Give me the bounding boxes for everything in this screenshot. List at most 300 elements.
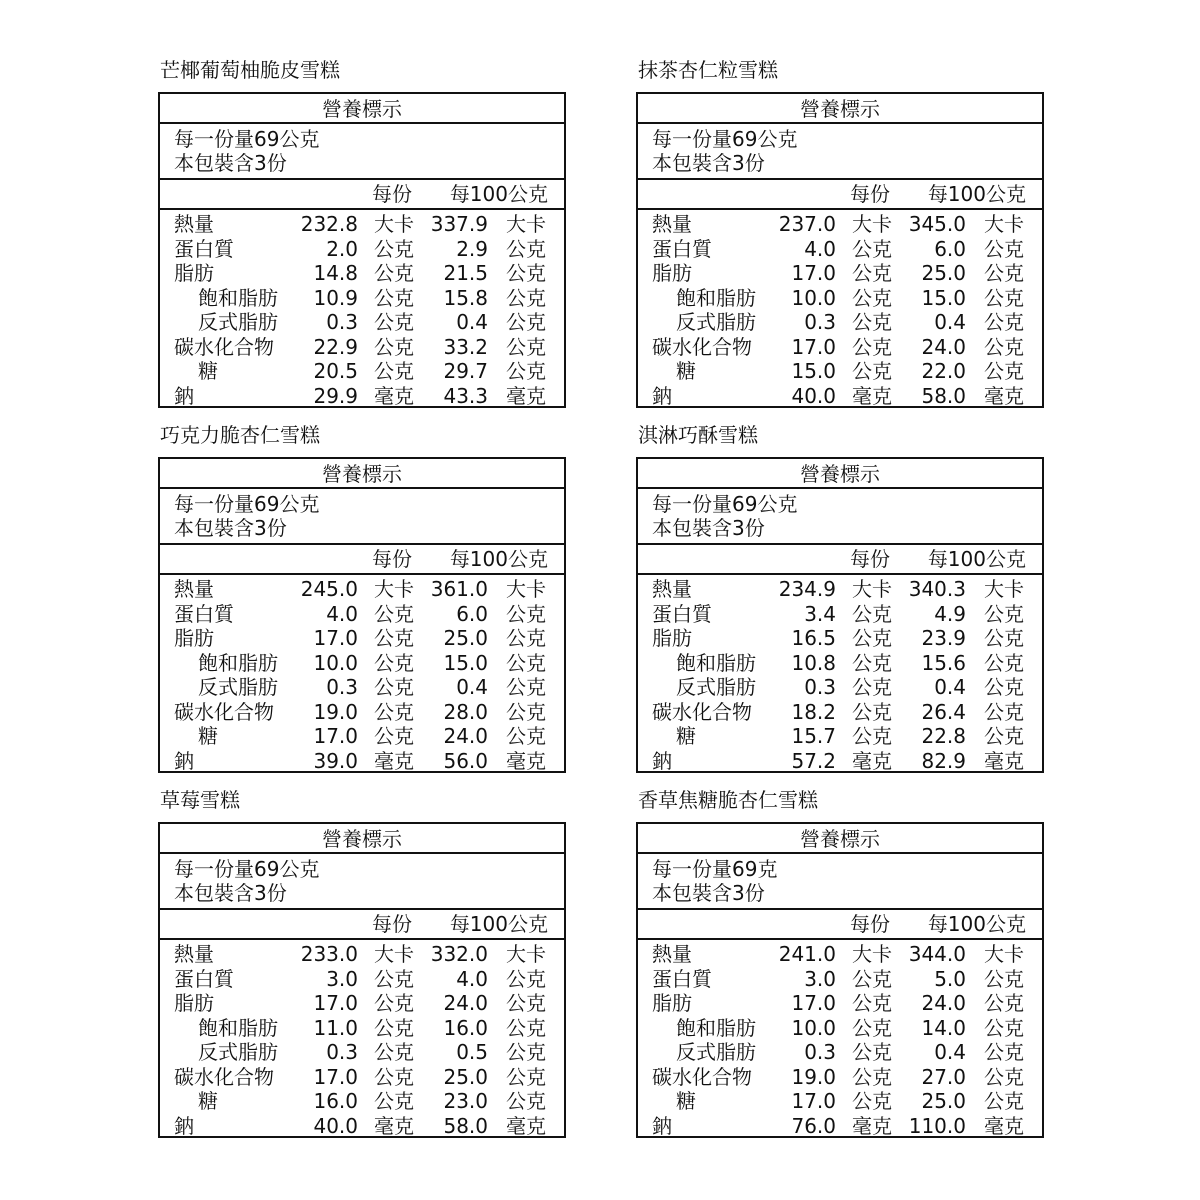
- column-headers: [160, 545, 564, 575]
- nutrient-name: 碳水化合物: [652, 1064, 752, 1089]
- nutrient-name: 脂肪: [174, 626, 214, 650]
- per-100g-unit: 公克: [506, 1040, 546, 1064]
- nutrient-name: 糖: [676, 724, 696, 748]
- nutrient-name: 反式脂肪: [198, 675, 278, 699]
- nutrition-label: [636, 92, 1044, 408]
- per-100g-value: 16.0: [443, 1015, 488, 1040]
- nutrient-row: [638, 700, 1042, 725]
- per-serving-unit: 公克: [852, 1040, 892, 1064]
- nutrient-name: 脂肪: [174, 261, 214, 285]
- per-100g-unit: 公克: [984, 1089, 1024, 1113]
- nutrient-row: [160, 700, 564, 725]
- nutrient-rows: [638, 940, 1042, 1138]
- per-serving-value: 19.0: [791, 1064, 836, 1089]
- per-serving-unit: 公克: [852, 310, 892, 334]
- per-serving-value: 39.0: [313, 748, 358, 773]
- per-100g-unit: 公克: [984, 626, 1024, 650]
- per-100g-unit: 公克: [984, 601, 1024, 626]
- label-header: 營養標示: [638, 94, 1042, 124]
- column-per-100g: 每100公克: [449, 182, 548, 206]
- per-serving-unit: 公克: [374, 359, 414, 383]
- per-100g-value: 24.0: [921, 991, 966, 1015]
- nutrient-name: 糖: [676, 359, 696, 383]
- nutrient-row: [160, 1016, 564, 1041]
- nutrient-row: [160, 1114, 564, 1139]
- per-serving-unit: 公克: [374, 626, 414, 650]
- per-serving-value: 10.8: [791, 650, 836, 675]
- per-serving-unit: 公克: [852, 724, 892, 748]
- nutrient-row: [638, 1040, 1042, 1065]
- nutrient-rows: [160, 940, 564, 1138]
- per-100g-value: 24.0: [443, 991, 488, 1015]
- nutrition-label: [636, 457, 1044, 773]
- per-100g-value: 82.9: [921, 748, 966, 773]
- per-100g-unit: 公克: [506, 359, 546, 383]
- label-header: 營養標示: [160, 459, 564, 489]
- per-serving-unit: 公克: [852, 966, 892, 991]
- per-100g-value: 15.8: [443, 285, 488, 310]
- per-serving-unit: 公克: [852, 1015, 892, 1040]
- per-serving-unit: 公克: [374, 310, 414, 334]
- per-100g-unit: 公克: [506, 724, 546, 748]
- per-100g-value: 6.0: [456, 601, 488, 626]
- nutrient-row: [160, 991, 564, 1016]
- product-title: 抹茶杏仁粒雪糕: [638, 58, 778, 82]
- per-100g-value: 0.4: [934, 1040, 966, 1064]
- per-serving-value: 14.8: [313, 261, 358, 285]
- per-serving-unit: 毫克: [374, 383, 414, 408]
- product-title: 香草焦糖脆杏仁雪糕: [638, 788, 818, 812]
- per-100g-unit: 公克: [506, 310, 546, 334]
- per-100g-unit: 公克: [506, 601, 546, 626]
- nutrient-name: 飽和脂肪: [198, 285, 278, 310]
- per-100g-value: 14.0: [921, 1015, 966, 1040]
- per-serving-unit: 公克: [852, 650, 892, 675]
- nutrient-row: [160, 626, 564, 651]
- per-100g-unit: 公克: [506, 285, 546, 310]
- nutrient-name: 反式脂肪: [676, 675, 756, 699]
- nutrient-row: [638, 359, 1042, 384]
- per-serving-unit: 公克: [852, 991, 892, 1015]
- nutrient-row: [160, 675, 564, 700]
- column-per-100g: 每100公克: [927, 182, 1026, 206]
- nutrient-row: [160, 967, 564, 992]
- per-serving-value: 10.0: [791, 1015, 836, 1040]
- per-serving-unit: 毫克: [852, 748, 892, 773]
- nutrient-row: [638, 967, 1042, 992]
- per-100g-unit: 公克: [506, 991, 546, 1015]
- nutrient-name: 鈉: [174, 748, 194, 773]
- nutrition-label: [636, 822, 1044, 1138]
- nutrient-row: [160, 212, 564, 237]
- per-100g-unit: 公克: [984, 261, 1024, 285]
- per-serving-unit: 公克: [374, 724, 414, 748]
- nutrient-row: [638, 237, 1042, 262]
- nutrient-name: 飽和脂肪: [676, 1015, 756, 1040]
- nutrient-row: [160, 310, 564, 335]
- per-100g-value: 58.0: [921, 383, 966, 408]
- per-100g-unit: 公克: [984, 650, 1024, 675]
- nutrient-row: [638, 991, 1042, 1016]
- per-serving-value: 20.5: [313, 359, 358, 383]
- per-serving-value: 11.0: [313, 1015, 358, 1040]
- per-100g-unit: 大卡: [984, 942, 1024, 966]
- per-serving-unit: 大卡: [374, 942, 414, 966]
- per-serving-unit: 公克: [374, 601, 414, 626]
- per-100g-unit: 大卡: [984, 212, 1024, 236]
- nutrient-name: 反式脂肪: [198, 310, 278, 334]
- per-100g-unit: 公克: [506, 675, 546, 699]
- serving-size: 每一份量69公克: [652, 127, 798, 151]
- per-serving-value: 0.3: [326, 675, 358, 699]
- per-100g-value: 28.0: [443, 699, 488, 724]
- nutrient-row: [638, 310, 1042, 335]
- nutrient-name: 熱量: [174, 942, 214, 966]
- per-serving-unit: 公克: [374, 1064, 414, 1089]
- product-title: 芒椰葡萄柚脆皮雪糕: [160, 58, 340, 82]
- per-100g-value: 15.0: [443, 650, 488, 675]
- per-100g-unit: 公克: [984, 285, 1024, 310]
- nutrient-name: 反式脂肪: [676, 310, 756, 334]
- column-headers: [638, 545, 1042, 575]
- per-100g-value: 4.0: [456, 966, 488, 991]
- per-serving-unit: 公克: [374, 675, 414, 699]
- per-100g-value: 56.0: [443, 748, 488, 773]
- per-serving-value: 237.0: [778, 212, 836, 236]
- per-100g-value: 24.0: [443, 724, 488, 748]
- nutrient-rows: [160, 575, 564, 773]
- per-100g-value: 25.0: [443, 626, 488, 650]
- per-100g-value: 0.4: [934, 310, 966, 334]
- per-100g-value: 23.0: [443, 1089, 488, 1113]
- per-serving-unit: 公克: [852, 1064, 892, 1089]
- per-100g-unit: 公克: [984, 1064, 1024, 1089]
- nutrient-row: [638, 577, 1042, 602]
- per-serving-value: 17.0: [313, 1064, 358, 1089]
- per-100g-value: 27.0: [921, 1064, 966, 1089]
- per-100g-unit: 公克: [506, 966, 546, 991]
- nutrient-row: [638, 384, 1042, 409]
- nutrient-row: [160, 1089, 564, 1114]
- per-serving-unit: 公克: [374, 236, 414, 261]
- label-header: 營養標示: [638, 824, 1042, 854]
- per-serving-unit: 公克: [374, 699, 414, 724]
- per-serving-value: 17.0: [791, 991, 836, 1015]
- per-serving-unit: 公克: [374, 1040, 414, 1064]
- nutrient-name: 蛋白質: [174, 966, 234, 991]
- per-serving-unit: 公克: [852, 261, 892, 285]
- per-100g-value: 26.4: [921, 699, 966, 724]
- per-serving-unit: 大卡: [852, 212, 892, 236]
- nutrient-row: [638, 212, 1042, 237]
- per-serving-value: 18.2: [791, 699, 836, 724]
- per-100g-value: 110.0: [908, 1113, 966, 1138]
- per-100g-value: 21.5: [443, 261, 488, 285]
- per-serving-value: 0.3: [804, 1040, 836, 1064]
- per-serving-unit: 公克: [852, 334, 892, 359]
- per-100g-unit: 公克: [984, 675, 1024, 699]
- per-serving-unit: 毫克: [852, 383, 892, 408]
- per-100g-unit: 公克: [506, 626, 546, 650]
- serving-size: 每一份量69公克: [174, 857, 320, 881]
- nutrient-row: [638, 942, 1042, 967]
- per-100g-value: 4.9: [934, 601, 966, 626]
- nutrient-name: 碳水化合物: [652, 699, 752, 724]
- nutrient-name: 脂肪: [652, 991, 692, 1015]
- per-serving-value: 0.3: [804, 675, 836, 699]
- nutrient-name: 糖: [676, 1089, 696, 1113]
- serving-info: [638, 854, 1042, 910]
- nutrient-name: 蛋白質: [174, 601, 234, 626]
- servings-per-package: 本包裝含3份: [174, 516, 287, 540]
- nutrient-name: 飽和脂肪: [198, 1015, 278, 1040]
- nutrient-rows: [160, 210, 564, 408]
- nutrient-row: [638, 335, 1042, 360]
- per-100g-value: 340.3: [908, 577, 966, 601]
- per-100g-unit: 大卡: [984, 577, 1024, 601]
- nutrient-rows: [638, 210, 1042, 408]
- column-per-100g: 每100公克: [449, 912, 548, 936]
- nutrient-row: [638, 602, 1042, 627]
- per-serving-unit: 公克: [852, 601, 892, 626]
- per-serving-value: 29.9: [313, 383, 358, 408]
- per-100g-unit: 公克: [984, 699, 1024, 724]
- nutrient-name: 熱量: [652, 577, 692, 601]
- per-100g-value: 344.0: [908, 942, 966, 966]
- per-serving-value: 76.0: [791, 1113, 836, 1138]
- per-100g-value: 0.5: [456, 1040, 488, 1064]
- nutrient-row: [160, 335, 564, 360]
- nutrient-row: [160, 942, 564, 967]
- nutrient-name: 鈉: [174, 383, 194, 408]
- per-100g-value: 25.0: [921, 261, 966, 285]
- column-headers: [638, 910, 1042, 940]
- per-serving-value: 3.0: [804, 966, 836, 991]
- nutrient-name: 脂肪: [652, 261, 692, 285]
- nutrient-name: 碳水化合物: [174, 699, 274, 724]
- per-serving-value: 15.0: [791, 359, 836, 383]
- per-100g-value: 22.8: [921, 724, 966, 748]
- per-100g-value: 24.0: [921, 334, 966, 359]
- nutrition-label: [158, 92, 566, 408]
- per-100g-value: 33.2: [443, 334, 488, 359]
- per-100g-unit: 公克: [506, 261, 546, 285]
- per-100g-unit: 公克: [506, 236, 546, 261]
- per-serving-value: 10.9: [313, 285, 358, 310]
- per-100g-value: 23.9: [921, 626, 966, 650]
- nutrient-row: [160, 286, 564, 311]
- column-per-100g: 每100公克: [927, 912, 1026, 936]
- nutrient-name: 糖: [198, 1089, 218, 1113]
- nutrient-row: [160, 1065, 564, 1090]
- per-serving-unit: 大卡: [374, 577, 414, 601]
- per-serving-value: 16.5: [791, 626, 836, 650]
- nutrient-row: [160, 261, 564, 286]
- per-serving-unit: 公克: [852, 285, 892, 310]
- per-serving-unit: 公克: [374, 1089, 414, 1113]
- nutrient-row: [160, 237, 564, 262]
- nutrient-row: [160, 1040, 564, 1065]
- nutrient-row: [638, 286, 1042, 311]
- nutrient-name: 碳水化合物: [174, 334, 274, 359]
- per-serving-value: 17.0: [791, 261, 836, 285]
- per-serving-unit: 公克: [852, 1089, 892, 1113]
- nutrient-row: [638, 651, 1042, 676]
- per-100g-value: 332.0: [430, 942, 488, 966]
- nutrient-row: [638, 675, 1042, 700]
- nutrient-name: 鈉: [652, 383, 672, 408]
- per-100g-unit: 公克: [984, 1015, 1024, 1040]
- nutrient-row: [638, 749, 1042, 774]
- nutrient-name: 熱量: [174, 577, 214, 601]
- nutrition-panel: [158, 423, 566, 773]
- nutrient-name: 糖: [198, 359, 218, 383]
- serving-info: [160, 124, 564, 180]
- nutrient-name: 反式脂肪: [198, 1040, 278, 1064]
- column-per-100g: 每100公克: [449, 547, 548, 571]
- per-100g-value: 43.3: [443, 383, 488, 408]
- per-serving-value: 17.0: [313, 626, 358, 650]
- per-serving-value: 15.7: [791, 724, 836, 748]
- nutrient-row: [160, 749, 564, 774]
- nutrient-row: [160, 384, 564, 409]
- serving-info: [160, 489, 564, 545]
- nutrient-row: [160, 359, 564, 384]
- nutrient-row: [160, 651, 564, 676]
- servings-per-package: 本包裝含3份: [652, 881, 765, 905]
- per-serving-value: 233.0: [300, 942, 358, 966]
- per-100g-unit: 公克: [506, 699, 546, 724]
- nutrient-name: 熱量: [174, 212, 214, 236]
- nutrient-row: [638, 1114, 1042, 1139]
- per-serving-unit: 公克: [852, 699, 892, 724]
- per-serving-value: 10.0: [313, 650, 358, 675]
- per-serving-unit: 公克: [852, 675, 892, 699]
- nutrient-name: 蛋白質: [174, 236, 234, 261]
- nutrient-name: 脂肪: [652, 626, 692, 650]
- nutrient-name: 鈉: [174, 1113, 194, 1138]
- per-100g-unit: 公克: [984, 236, 1024, 261]
- per-serving-value: 22.9: [313, 334, 358, 359]
- serving-size: 每一份量69公克: [652, 492, 798, 516]
- nutrient-name: 蛋白質: [652, 601, 712, 626]
- product-title: 草莓雪糕: [160, 788, 240, 812]
- per-serving-unit: 公克: [374, 991, 414, 1015]
- nutrient-row: [638, 724, 1042, 749]
- per-100g-unit: 大卡: [506, 577, 546, 601]
- per-serving-value: 245.0: [300, 577, 358, 601]
- nutrient-name: 飽和脂肪: [676, 285, 756, 310]
- per-serving-unit: 公克: [852, 359, 892, 383]
- label-header: 營養標示: [160, 94, 564, 124]
- nutrient-name: 熱量: [652, 212, 692, 236]
- per-100g-value: 25.0: [921, 1089, 966, 1113]
- per-serving-value: 232.8: [300, 212, 358, 236]
- per-100g-value: 5.0: [934, 966, 966, 991]
- per-serving-value: 241.0: [778, 942, 836, 966]
- column-per-serving: 每份: [850, 547, 890, 571]
- nutrient-name: 碳水化合物: [652, 334, 752, 359]
- per-100g-unit: 毫克: [506, 383, 546, 408]
- per-100g-unit: 公克: [506, 1015, 546, 1040]
- per-100g-unit: 公克: [506, 334, 546, 359]
- nutrition-panel: [636, 788, 1044, 1138]
- per-serving-unit: 毫克: [374, 748, 414, 773]
- per-100g-unit: 大卡: [506, 942, 546, 966]
- nutrition-panel: [158, 788, 566, 1138]
- per-100g-value: 15.6: [921, 650, 966, 675]
- nutrient-name: 熱量: [652, 942, 692, 966]
- nutrient-name: 反式脂肪: [676, 1040, 756, 1064]
- per-serving-unit: 大卡: [852, 942, 892, 966]
- per-100g-value: 58.0: [443, 1113, 488, 1138]
- per-100g-value: 0.4: [456, 310, 488, 334]
- column-per-serving: 每份: [372, 182, 412, 206]
- per-serving-value: 17.0: [313, 724, 358, 748]
- product-title: 淇淋巧酥雪糕: [638, 423, 758, 447]
- serving-info: [160, 854, 564, 910]
- per-100g-value: 25.0: [443, 1064, 488, 1089]
- nutrient-row: [160, 577, 564, 602]
- per-serving-value: 234.9: [778, 577, 836, 601]
- per-100g-value: 29.7: [443, 359, 488, 383]
- nutrition-label: [158, 457, 566, 773]
- per-100g-unit: 公克: [984, 359, 1024, 383]
- per-100g-value: 6.0: [934, 236, 966, 261]
- per-100g-value: 345.0: [908, 212, 966, 236]
- nutrient-name: 鈉: [652, 748, 672, 773]
- per-serving-value: 19.0: [313, 699, 358, 724]
- per-serving-value: 16.0: [313, 1089, 358, 1113]
- nutrition-panel: [636, 58, 1044, 408]
- nutrient-name: 飽和脂肪: [198, 650, 278, 675]
- per-serving-unit: 公克: [374, 1015, 414, 1040]
- column-per-serving: 每份: [850, 912, 890, 936]
- column-headers: [160, 180, 564, 210]
- nutrient-name: 糖: [198, 724, 218, 748]
- per-100g-value: 0.4: [456, 675, 488, 699]
- per-serving-unit: 公克: [374, 285, 414, 310]
- per-serving-unit: 公克: [852, 626, 892, 650]
- nutrient-row: [638, 626, 1042, 651]
- per-100g-unit: 公克: [984, 966, 1024, 991]
- per-serving-value: 3.4: [804, 601, 836, 626]
- nutrient-row: [638, 261, 1042, 286]
- per-100g-unit: 公克: [984, 991, 1024, 1015]
- per-100g-unit: 毫克: [984, 748, 1024, 773]
- per-serving-unit: 毫克: [852, 1113, 892, 1138]
- per-100g-unit: 公克: [984, 724, 1024, 748]
- per-serving-unit: 公克: [374, 334, 414, 359]
- per-serving-unit: 大卡: [852, 577, 892, 601]
- per-serving-value: 10.0: [791, 285, 836, 310]
- per-serving-value: 0.3: [326, 1040, 358, 1064]
- per-serving-value: 57.2: [791, 748, 836, 773]
- per-100g-value: 22.0: [921, 359, 966, 383]
- nutrient-row: [160, 724, 564, 749]
- per-100g-unit: 公克: [984, 310, 1024, 334]
- nutrient-row: [638, 1016, 1042, 1041]
- column-per-serving: 每份: [850, 182, 890, 206]
- column-headers: [638, 180, 1042, 210]
- per-serving-unit: 毫克: [374, 1113, 414, 1138]
- per-100g-value: 15.0: [921, 285, 966, 310]
- column-headers: [160, 910, 564, 940]
- label-header: 營養標示: [160, 824, 564, 854]
- nutrient-name: 碳水化合物: [174, 1064, 274, 1089]
- serving-info: [638, 489, 1042, 545]
- nutrient-name: 鈉: [652, 1113, 672, 1138]
